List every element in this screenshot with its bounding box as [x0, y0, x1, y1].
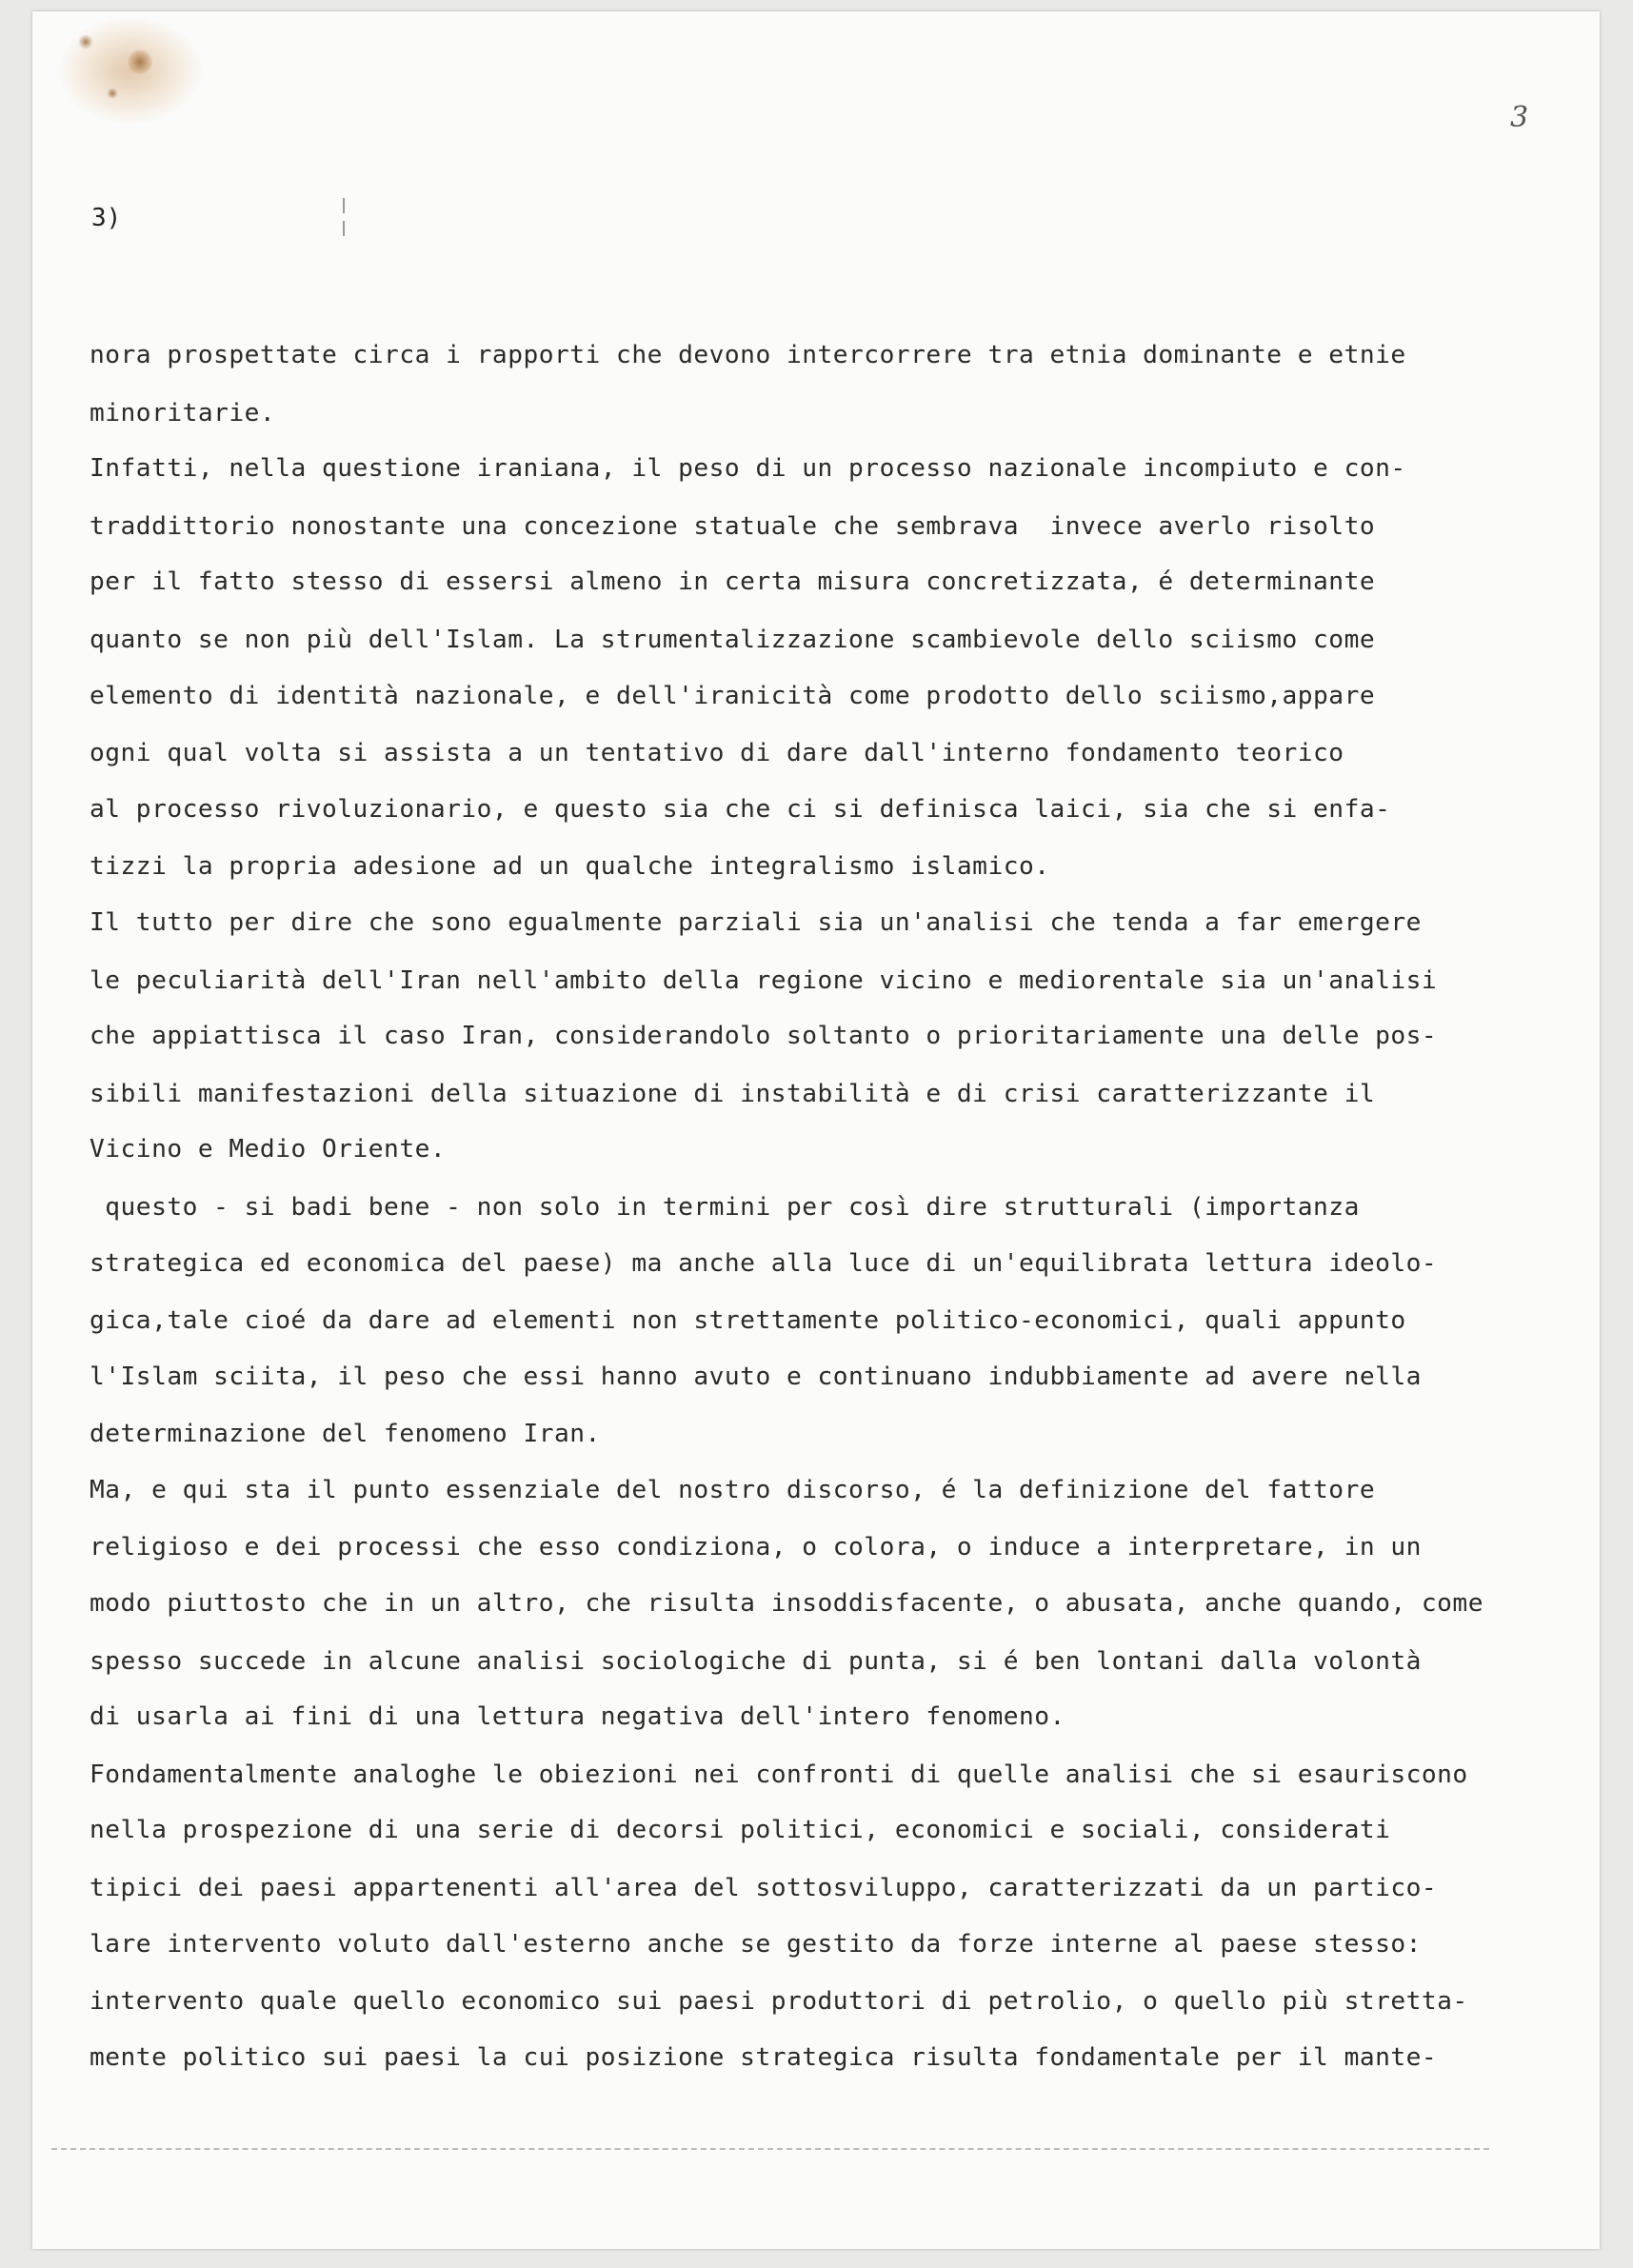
text-line: gica,tale cioé da dare ad elementi non strettamente politico-economici, quali appunto	[90, 1306, 1406, 1336]
rust-spot	[107, 88, 118, 99]
text-line: ogni qual volta si assista a un tentativo di dare dall'interno fondamento teorico	[90, 739, 1344, 768]
text-line: Infatti, nella questione iraniana, il peso di un processo nazionale incompiuto e con-	[90, 454, 1406, 484]
text-line: lare intervento voluto dall'esterno anche se gestito da forze interne al paese stesso:	[90, 1929, 1422, 1959]
text-line: strategica ed economica del paese) ma anche alla luce di un'equilibrata lettura ideolo-	[90, 1248, 1438, 1278]
text-line: spesso succede in alcune analisi sociologiche di punta, si é ben lontani dalla volontà	[90, 1646, 1422, 1676]
text-line: determinazione del fenomeno Iran.	[90, 1420, 601, 1449]
text-line: nora prospettate circa i rapporti che devono intercorrere tra etnia dominante e etnie	[90, 341, 1406, 369]
text-line: minoritarie.	[90, 398, 276, 428]
body-text	[90, 328, 1600, 2086]
text-line: di usarla ai fini di una lettura negativa dell'intero fenomeno.	[90, 1702, 1065, 1732]
text-line: nella prospezione di una serie di decorsi politici, economici e sociali, considerati	[90, 1816, 1391, 1845]
text-line: quanto se non più dell'Islam. La strumentalizzazione scambievole dello sciismo come	[90, 625, 1376, 654]
text-line: sibili manifestazioni della situazione di instabilità e di crisi caratterizzante il	[90, 1079, 1376, 1108]
handwritten-page-number: 3	[1510, 101, 1529, 134]
text-line: Ma, e qui sta il punto essenziale del nostro discorso, é la definizione del fattore	[90, 1475, 1376, 1504]
text-line: per il fatto stesso di essersi almeno in certa misura concretizzata, é determinante	[90, 567, 1376, 597]
text-line: elemento di identità nazionale, e dell'iranicità come prodotto dello sciismo,appare	[90, 681, 1376, 710]
text-line: Fondamentalmente analoghe le obiezioni nei confronti di quelle analisi che si esauriscono	[90, 1760, 1468, 1789]
section-marker: 3)	[91, 204, 122, 232]
text-line: tizzi la propria adesione ad un qualche integralismo islamico.	[90, 852, 1050, 882]
rust-spot	[78, 34, 93, 50]
rust-spot	[128, 50, 152, 74]
bottom-rule	[51, 2148, 1489, 2150]
text-line: le peculiarità dell'Iran nell'ambito della regione vicino e mediorentale sia un'analisi	[90, 965, 1438, 995]
text-line: Vicino e Medio Oriente.	[90, 1135, 447, 1164]
text-line: Il tutto per dire che sono egualmente parziali sia un'analisi che tenda a far emergere	[90, 907, 1422, 937]
margin-mark	[343, 198, 345, 236]
text-line: l'Islam sciita, il peso che essi hanno avuto e continuano indubbiamente ad avere nella	[90, 1362, 1422, 1391]
text-line: tipici dei paesi appartenenti all'area del sottosviluppo, caratterizzati da un partico-	[90, 1874, 1438, 1903]
text-line: mente politico sui paesi la cui posizione strategica risulta fondamentale per il mante-	[90, 2042, 1438, 2072]
text-line: che appiattisca il caso Iran, considerandolo soltanto o prioritariamente una delle pos-	[90, 1022, 1438, 1051]
text-line: traddittorio nonostante una concezione statuale che sembrava invece averlo risolto	[90, 511, 1376, 541]
text-line: questo - si badi bene - non solo in termini per così dire strutturali (importanza	[90, 1192, 1360, 1222]
text-line: al processo rivoluzionario, e questo sia che ci si definisca laici, sia che si enfa-	[90, 794, 1391, 824]
text-line: intervento quale quello economico sui paesi produttori di petrolio, o quello più stretta-	[90, 1987, 1468, 2017]
text-line: modo piuttosto che in un altro, che risulta insoddisfacente, o abusata, anche quando, come	[90, 1589, 1484, 1619]
typewritten-page	[32, 11, 1600, 2249]
text-line: religioso e dei processi che esso condiziona, o colora, o induce a interpretare, in un	[90, 1533, 1422, 1562]
